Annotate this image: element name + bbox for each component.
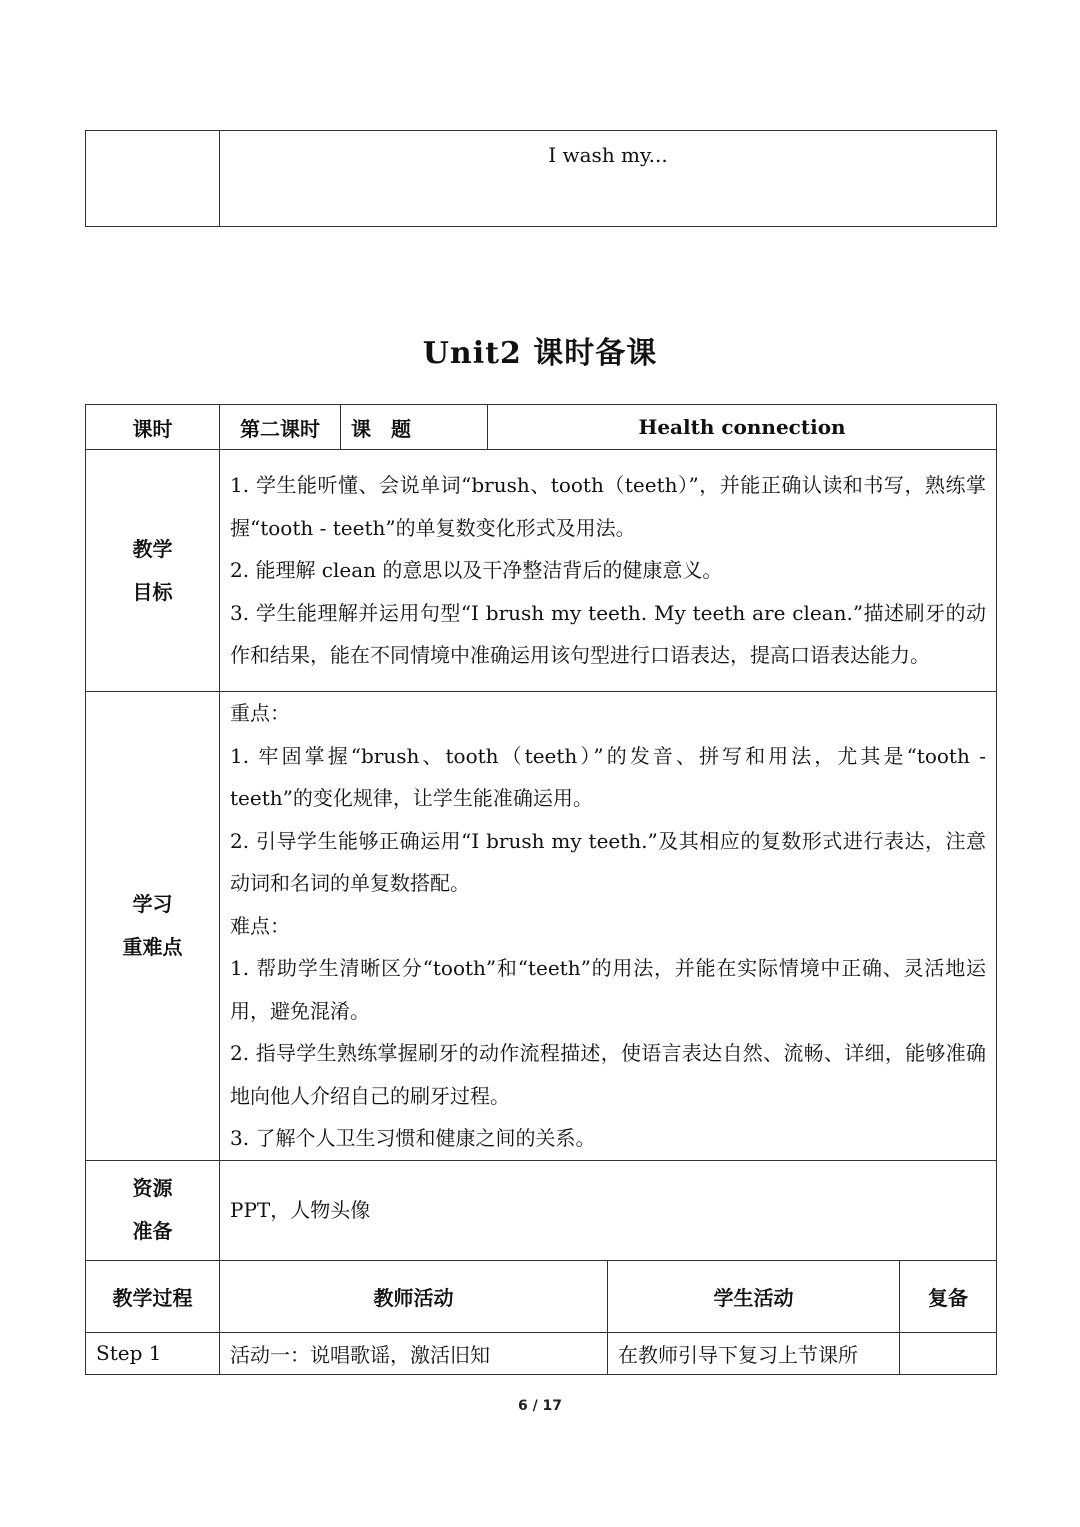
student-activity-cell: 在教师引导下复习上节课所	[608, 1332, 900, 1374]
step-row	[86, 1332, 997, 1374]
previous-section-table	[85, 130, 997, 227]
key-heading: 重点：	[230, 701, 290, 725]
objectives-label-line2: 目标	[132, 579, 173, 604]
objective-item: 2. 能理解 clean 的意思以及干净整洁背后的健康意义。	[230, 558, 723, 583]
key-points-content	[220, 692, 997, 1161]
difficult-item: 2. 指导学生熟练掌握刷牙的动作流程描述，使语言表达自然、流畅、详细，能够准确地向他人介绍自己的刷牙过程。	[230, 1041, 987, 1108]
lesson-plan-table	[85, 404, 997, 1375]
topic-label: 课 题	[341, 405, 488, 450]
teacher-activity-header: 教师活动	[220, 1260, 608, 1332]
resources-row	[86, 1160, 997, 1260]
key-points-label	[86, 692, 220, 1161]
resources-label	[86, 1160, 220, 1260]
key-points-label-line1: 学习	[132, 891, 173, 916]
page-title: Unit2 课时备课	[422, 336, 658, 371]
teacher-activity-cell: 活动一：说唱歌谣，激活旧知	[220, 1332, 608, 1374]
process-col-header: 教学过程	[86, 1260, 220, 1332]
page-number: 6 / 17	[517, 1398, 563, 1414]
key-points-label-line2: 重难点	[122, 934, 183, 959]
topic-value: Health connection	[488, 405, 997, 450]
difficult-item: 1. 帮助学生清晰区分“tooth”和“teeth”的用法，并能在实际情境中正确、灵活地运用，避免混淆。	[230, 956, 987, 1023]
resources-label-line1: 资源	[132, 1176, 173, 1200]
review-cell	[900, 1332, 997, 1374]
difficult-heading: 难点：	[230, 913, 290, 938]
objectives-label	[86, 450, 220, 692]
objectives-content	[220, 450, 997, 692]
key-item: 1. 牢固掌握“brush、tooth（teeth）”的发音、拼写和用法，尤其是“tooth - teeth”的变化规律，让学生能准确运用。	[230, 743, 987, 810]
objective-item: 1. 学生能听懂、会说单词“brush、tooth（teeth）”，并能正确认读和书写，熟练掌握“tooth - teeth”的单复数变化形式及用法。	[230, 473, 987, 540]
previous-left-cell	[86, 131, 220, 227]
objectives-label-line1: 教学	[132, 536, 173, 561]
objective-item: 3. 学生能理解并运用句型“I brush my teeth. My teeth are clean.”描述刷牙的动作和结果，能在不同情境中准确运用该句型进行口语表达，提高口语表达能力。	[230, 600, 987, 668]
process-header-row	[86, 1260, 997, 1332]
review-header: 复备	[900, 1260, 997, 1332]
lesson-value: 第二课时	[220, 405, 341, 450]
objectives-row	[86, 450, 997, 692]
key-points-row	[86, 692, 997, 1161]
previous-right-cell: I wash my...	[220, 131, 997, 227]
lesson-label: 课时	[86, 405, 220, 450]
header-row	[86, 405, 997, 450]
resources-value: PPT，人物头像	[220, 1160, 997, 1260]
difficult-item: 3. 了解个人卫生习惯和健康之间的关系。	[230, 1126, 596, 1150]
step-label: Step 1	[86, 1332, 220, 1374]
resources-label-line2: 准备	[132, 1219, 173, 1243]
key-item: 2. 引导学生能够正确运用“I brush my teeth.”及其相应的复数形式进行表达，注意动词和名词的单复数搭配。	[230, 828, 987, 895]
student-activity-header: 学生活动	[608, 1260, 900, 1332]
